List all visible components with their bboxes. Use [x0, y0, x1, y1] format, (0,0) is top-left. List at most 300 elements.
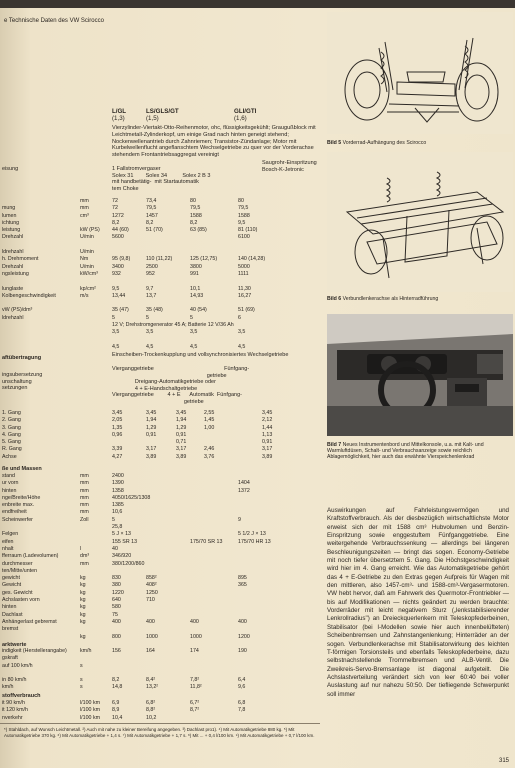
row-value: 5 J × 13: [112, 531, 131, 538]
row-label: vW (PS)/dm³: [2, 307, 33, 314]
row-unit: dm³: [80, 553, 90, 560]
row-value: 0,91: [262, 439, 273, 446]
row-value: 3,17: [262, 446, 273, 453]
col-code-gligti: (1,6): [234, 115, 247, 122]
row-label: stand: [2, 473, 15, 479]
row-label: nge/Breite/Höhe: [2, 494, 41, 501]
row-value: 155 SR 13: [112, 538, 138, 545]
carb-line: 1 Fallstromvergaser: [112, 166, 161, 172]
table-row: [0, 322, 320, 329]
row-value: 6,9: [112, 700, 120, 706]
carb-label: eisung: [2, 166, 19, 172]
row-label: bremst: [2, 626, 19, 633]
row-value: 9: [238, 516, 241, 523]
row-value: 2,55: [204, 410, 215, 416]
gearbox-line: Dreigang-Automatikgetriebe oder: [112, 379, 216, 386]
row-label: Scheinwerfer: [2, 516, 33, 523]
table-row: [0, 286, 320, 293]
row-value: 3,39: [112, 446, 123, 453]
clutch-text: Einscheiben-Trockenkupplung und vollsynchronisiertes Wechselgetriebe: [112, 352, 289, 358]
row-label: Dachlast: [2, 611, 23, 618]
row-value: 9,7: [146, 285, 154, 292]
row-label: Anhängerlast gebremst: [2, 618, 57, 625]
table-row: [0, 670, 320, 677]
row-value: 1,35: [112, 424, 123, 431]
table-row: [0, 198, 320, 205]
row-value: 346/920: [112, 553, 132, 560]
row-value: 75: [112, 611, 118, 618]
row-value: 6,7²: [190, 700, 200, 706]
row-value: 3,17: [146, 446, 157, 453]
row-label: 2. Gang: [2, 417, 21, 424]
row-value: 72: [112, 205, 118, 212]
row-value: 1457: [146, 212, 158, 219]
row-unit: km/h: [80, 648, 92, 654]
row-label: 3. Gang: [2, 424, 21, 431]
footnote: *) Stahldach, auf Wunsch Leichtmetall. ²) Auch mit nahe zu kleiner Bereifung angegeben. ³) Dachlast pro1). ⁴) Mit Automatikgetriebe 880 kg. ⁵) Mit Automatikgetriebe 370 kg. ⁶) Mit Automatikgetriebe + 1,4 s. ⁷) Mit Automatikgetriebe + 1,7 s. ⁸) Mit ... + 0,4 l/100 km. ⁹) Mit Automatikgetriebe + 0,7 l/100 km.: [4, 727, 315, 738]
clutch-label: aftübertragung: [2, 355, 42, 361]
table-row: [0, 582, 320, 589]
row-value: 858²: [146, 575, 157, 582]
row-unit: mm: [80, 502, 89, 509]
row-value: 10,2: [146, 714, 157, 721]
cons-label: stoffverbrauch: [2, 693, 41, 699]
row-value: 140 (14,28): [238, 256, 266, 263]
table-row: [0, 677, 320, 684]
row-value: 9,6: [238, 684, 246, 691]
table-row: [0, 575, 320, 582]
row-value: 8,4²: [146, 677, 156, 684]
table-row: [0, 626, 320, 633]
table-row: [0, 553, 320, 560]
row-label: Drehzahl: [2, 234, 24, 241]
caption-fig5: [327, 140, 509, 146]
row-unit: kW (PS): [80, 227, 100, 234]
table-row: [0, 300, 320, 307]
row-value: 3400: [112, 263, 124, 270]
table-row: [0, 597, 320, 604]
table-row: [0, 488, 320, 495]
row-unit: kg: [80, 597, 86, 604]
col-header-lsglsgt: LS/GLS/GT: [146, 108, 179, 115]
row-value: 0,96: [112, 431, 123, 438]
row-value: 1,94: [176, 417, 187, 424]
row-value: 5: [112, 314, 115, 321]
table-row: [0, 604, 320, 611]
row-unit: m/s: [80, 292, 89, 299]
row-unit: s: [80, 684, 83, 691]
row-value: 1000: [146, 633, 158, 640]
row-value: 0,91: [146, 431, 157, 438]
table-row: [0, 220, 320, 227]
table-row: [0, 417, 320, 424]
row-value: 3,45: [262, 410, 273, 416]
article-body-text: Auswirkungen auf Fahrleistungsvermögen und Kraftstoffverbrauch. Als der diesbezüglich wirtschaftlichste Motor erweist sich der mit 1588 cm³ Hubvolumen und Benzin-Einspritzung sowie enggestuftem Fünfganggetriebe. Eine weitergehende Verbrauchssenkung — allerdings bei längeren Beschleunigungszeiten — bringt das sogen. Economy-Getriebe mit noch tiefer übersetztem 5. Gang. Die Höchstgeschwindigkeit wird hier im 4. Gang erreicht. Wie das Automatikgetriebe gehört das 4 + E-Getriebe zu den Extras gegen Aufpreis für Wagen mit den mittleren, also 1457-cm³- und 1588-cm³-Vergasermotoren. VW hebt hervor, daß am Fahrwerk des Quermotor-Frontriebler — bis auf Modifikationen — nichts geändert zu werden brauchte: Vorderräder mit leicht negativem Sturz („lenkstabilisierender Lenkrollradius") an Dreieckquerlenkern mit Teleskopfederbeinen, Stabilisator (bei I-Modellen sowie hier auch innenbelüfteten) Scheibenbremsen und Zahnstangenlenkung; Hinterräder an der sogen. Verbundlenkerachse mit Stabilisatorwirkung des leichten T-förmigen Torsionsteils und ebenfalls Teleskopfederbeine, dazu selbstnachstellende Trommelbremsen und ALB-Ventil. Die Zweikreis-Servo-Bremsanlage ist diagonal aufgeteilt. Die Achslastverteilung verändert sich von leer 60:40 bei voller Auslastung auf nur nahezu 50:50. Der tiefliegende Schwerpunkt soll immer: [327, 507, 509, 698]
table-row: [0, 568, 320, 575]
row-value: 12 V; Drehstromgenerator 45 A; Batterie 12 V/36 Ah: [112, 322, 234, 329]
row-value: 1111: [238, 270, 249, 277]
row-label: nverkehr: [2, 714, 23, 721]
row-value: 6,4: [238, 677, 246, 684]
row-label: lunglaste: [2, 285, 24, 292]
footnote-rule: [0, 723, 320, 724]
row-label: hinten: [2, 487, 17, 494]
row-value: 380: [112, 582, 121, 589]
table-row: [0, 329, 320, 336]
row-value: 1,45: [204, 417, 215, 424]
row-value: 1200: [238, 633, 250, 640]
row-label: Achslasten vorn: [2, 597, 40, 604]
carb-gli: Saugrohr-Einspritzung Bosch-K-Jetronic: [262, 160, 317, 173]
table-row: [0, 439, 320, 446]
row-value: 6: [238, 314, 241, 321]
row-value: 5: [146, 314, 149, 321]
row-value: 3,89: [262, 453, 273, 460]
row-value: 8,7²: [190, 707, 200, 714]
table-row: [0, 337, 320, 344]
table-row: [0, 446, 320, 453]
gearbox-header: [112, 366, 322, 406]
caption-fig6: [327, 296, 509, 302]
caption-fig5-label: Bild 5: [327, 140, 342, 146]
row-value: 400: [146, 618, 155, 625]
row-value: 1,44: [262, 424, 273, 431]
table-row: [0, 454, 320, 461]
table-row: [0, 546, 320, 553]
row-value: 3,5: [238, 329, 246, 336]
row-value: 2400: [112, 473, 124, 479]
gear-label: setzungen: [2, 385, 28, 392]
row-label: it 90 km/h: [2, 700, 25, 706]
table-row: [0, 315, 320, 322]
table-row: [0, 590, 320, 597]
row-label: ur vorn: [2, 480, 19, 487]
row-value: 3,45: [176, 410, 187, 416]
engine-table: [0, 198, 320, 351]
suspension-illustration: [327, 12, 513, 134]
row-unit: mm: [80, 473, 89, 479]
row-value: 3,5: [146, 329, 154, 336]
col-header-gligti: GLI/GTI: [234, 108, 257, 115]
table-row: [0, 480, 320, 487]
col-header-lgl: L/GL: [112, 108, 127, 115]
row-label: endfreiheit: [2, 509, 27, 516]
row-label: it 120 km/h: [2, 707, 28, 714]
row-value: 25,8: [112, 524, 123, 531]
row-label: h. Drehmoment: [2, 256, 39, 263]
row-value: 4,5: [112, 343, 120, 350]
table-row: [0, 655, 320, 662]
front-suspension-drawing: [327, 12, 513, 134]
row-unit: kp/cm²: [80, 285, 96, 292]
row-value: 8,8²: [146, 707, 156, 714]
row-value: 1,00: [204, 424, 215, 431]
row-label: ten/Mitte/unten: [2, 567, 38, 574]
row-value: 895: [238, 575, 247, 582]
row-value: 3,76: [204, 453, 215, 460]
row-label: auf 100 km/h: [2, 662, 33, 669]
table-row: [0, 264, 320, 271]
table-row: [0, 205, 320, 212]
dims-table: [0, 473, 320, 641]
row-label: ngsleistung: [2, 270, 29, 277]
rear-axle-illustration: [327, 152, 513, 292]
row-value: 40: [112, 545, 118, 552]
table-row: [0, 715, 320, 722]
row-value: 1588: [190, 212, 202, 219]
row-label: Kolbengeschwindigkeit: [2, 292, 56, 299]
caption-fig7: [327, 442, 509, 461]
table-row: [0, 707, 320, 714]
row-label: nhalt: [2, 545, 14, 552]
row-label: in 80 km/h: [2, 677, 27, 684]
row-value: 51 (69): [238, 307, 255, 314]
row-value: 11,30: [238, 285, 251, 292]
row-value: 5600: [112, 234, 124, 241]
row-value: 1385: [112, 502, 124, 509]
perf-label: arktwerte: [2, 642, 27, 648]
row-label: ldrehzahl: [2, 314, 24, 321]
row-value: 5 1/2 J × 13: [238, 531, 266, 538]
row-value: 72: [112, 198, 118, 204]
table-row: [0, 634, 320, 641]
row-label: Achse: [2, 453, 17, 460]
row-value: 13,2²: [146, 684, 159, 691]
row-value: 400: [112, 618, 121, 625]
row-value: 35 (47): [112, 307, 129, 314]
row-unit: mm: [80, 205, 89, 212]
row-unit: Zoll: [80, 516, 89, 523]
row-value: 95 (9,8): [112, 256, 131, 263]
dashboard-photo-drawing: [327, 314, 513, 436]
row-value: 79,5: [238, 205, 249, 212]
row-value: 380/1200/860: [112, 560, 145, 567]
table-row: [0, 648, 320, 655]
table-row: [0, 663, 320, 670]
row-unit: U/min: [80, 249, 94, 256]
row-value: 51 (70): [146, 227, 163, 234]
row-unit: mm: [80, 480, 89, 487]
engine-description: Vierzylinder-Viertakt-Otto-Reihenmotor, ohc, flüssigkeitsgekühlt; Graugußblock mit Leichtmetall-Zylinderkopf, um einige Grad nach hinten geneigt stehend; Nockenwellenantrieb durch Zahnriemen; Transistor-Zündanlage; Motor mit Kurbelwellenflucht angeflanschtem Wechselgetriebe zu quer vor der Vorderachse stehendem Frontantriebsaggregat vereinigt: [112, 125, 316, 159]
row-value: 125 (12,75): [190, 256, 218, 263]
carb-info: [112, 166, 262, 192]
row-value: 16,27: [238, 292, 252, 299]
row-value: 710: [146, 597, 155, 604]
table-row: [0, 256, 320, 263]
caption-fig5-text: Vorderrad-Aufhängung des Scirocco: [342, 140, 427, 146]
table-row: [0, 432, 320, 439]
row-unit: l/100 km: [80, 700, 101, 706]
row-value: 3,89: [176, 453, 187, 460]
row-value: 1000: [190, 633, 202, 640]
table-row: [0, 227, 320, 234]
row-unit: s: [80, 662, 83, 669]
row-label: 4. Gang: [2, 431, 21, 438]
gearbox-line: Vierganggetriebe 4 + E Automatik Fünfgang-: [112, 392, 242, 399]
row-value: 7,8²: [190, 677, 200, 684]
row-value: 365: [238, 582, 247, 589]
gear-labels: [2, 372, 42, 392]
row-value: 13,7: [146, 292, 157, 299]
table-row: [0, 249, 320, 256]
table-row: [0, 495, 320, 502]
row-unit: mm: [80, 560, 89, 567]
row-value: 4,5: [146, 343, 154, 350]
row-value: 13,44: [112, 292, 126, 299]
gear-label: unschaltung: [2, 378, 32, 385]
row-value: 6,8²: [146, 700, 156, 706]
dashboard-photo: [327, 314, 513, 436]
row-value: 1220: [112, 589, 124, 596]
row-unit: mm: [80, 198, 89, 204]
row-value: 175/70 SR 13: [190, 538, 223, 545]
row-value: 79,5: [190, 205, 201, 212]
row-value: 3,5: [112, 329, 120, 336]
row-value: 1390: [112, 480, 124, 487]
row-value: 1,94: [146, 417, 157, 424]
row-value: 991: [190, 270, 199, 277]
row-value: 4,5: [238, 343, 246, 350]
table-row: [0, 344, 320, 351]
row-unit: U/min: [80, 263, 94, 270]
row-label: ges. Gewicht: [2, 589, 33, 596]
row-value: 580: [112, 604, 121, 611]
row-value: 4,5: [190, 343, 198, 350]
row-label: R. Gang: [2, 446, 22, 453]
cons-table: [0, 700, 320, 722]
row-value: 1404: [238, 480, 250, 487]
row-unit: kg: [80, 618, 86, 625]
row-value: 2500: [146, 263, 158, 270]
table-row: [0, 612, 320, 619]
row-value: 952: [146, 270, 155, 277]
row-unit: l/100 km: [80, 714, 101, 721]
row-value: 14,8: [112, 684, 123, 691]
row-value: 8,2: [190, 219, 198, 226]
gearbox-line: getriebe: [112, 372, 227, 379]
table-row: [0, 271, 320, 278]
row-value: 3,89: [146, 453, 157, 460]
row-value: 80: [190, 198, 196, 204]
caption-fig7-text: Neues Instrumentenbord und Mittelkonsole, u.a. mit Kalt- und Warmluftdüsen, Schalt- und Verbrauchsanzeige sowie reichlich Ablagemöglichkeit, hier auch das erwähnte Vierspeichenlenkrad: [327, 442, 484, 461]
page-number: 315: [498, 758, 509, 764]
row-value: 175/70 HR 13: [238, 538, 271, 545]
row-value: 40 (54): [190, 307, 207, 314]
row-label: gewicht: [2, 575, 20, 582]
row-label: 1. Gang: [2, 410, 21, 416]
table-row: [0, 509, 320, 516]
table-row: [0, 213, 320, 220]
row-unit: kg: [80, 575, 86, 582]
table-row: [0, 425, 320, 432]
caption-fig6-text: Verbundlenkerachse als Hinterradführung: [342, 296, 439, 302]
table-row: [0, 307, 320, 314]
table-row: [0, 242, 320, 249]
perf-table: [0, 648, 320, 692]
carb-line: mit handbetätig- mit Startautomatik: [112, 179, 199, 186]
row-unit: kg: [80, 604, 86, 611]
row-value: 2,05: [112, 417, 123, 424]
row-unit: kg: [80, 633, 86, 640]
rear-axle-drawing: [327, 152, 513, 292]
row-unit: l/100 km: [80, 707, 101, 714]
row-label: ldrehzahl: [2, 249, 24, 256]
row-value: 1372: [238, 487, 250, 494]
row-value: 14,93: [190, 292, 204, 299]
table-row: [0, 473, 320, 480]
gear-table: [0, 410, 320, 461]
row-value: 3800: [190, 263, 202, 270]
row-label: km/h: [2, 684, 14, 691]
row-value: 5000: [238, 263, 250, 270]
row-unit: s: [80, 677, 83, 684]
row-value: 79,5: [146, 205, 157, 212]
row-value: 1272: [112, 212, 124, 219]
row-value: 1,29: [146, 424, 157, 431]
row-value: 164: [146, 648, 155, 654]
row-value: 4050/1625/1308: [112, 494, 151, 501]
row-value: 110 (11,22): [146, 256, 173, 263]
table-row: [0, 234, 320, 241]
row-unit: kg: [80, 611, 86, 618]
row-value: 35 (48): [146, 307, 163, 314]
row-value: 8,2: [112, 677, 120, 684]
dims-label: ße und Massen: [2, 466, 42, 472]
row-value: 44 (60): [112, 227, 129, 234]
caption-fig7-label: Bild 7: [327, 442, 342, 448]
row-value: 156: [112, 648, 121, 654]
row-value: 5: [112, 516, 115, 523]
row-value: 400: [238, 618, 247, 625]
carb-line: tem Choke: [112, 185, 139, 192]
row-value: 9,5: [112, 285, 120, 292]
gearbox-line: 4 + E-Handschaltgetriebe: [112, 385, 198, 392]
row-unit: kg: [80, 589, 86, 596]
gearbox-line: Vierganggetriebe Fünfgang-: [112, 366, 250, 372]
gear-label: ingsubersetzung: [2, 372, 43, 378]
table-row: [0, 684, 320, 691]
col-code-lgl: (1,3): [112, 115, 125, 122]
row-label: hinten: [2, 604, 17, 611]
row-label: eifen: [2, 538, 14, 545]
table-row: [0, 561, 320, 568]
row-value: 1358: [112, 487, 124, 494]
row-label: indigkeit (Herstellerangabe): [2, 648, 67, 654]
row-value: 81 (110): [238, 227, 258, 234]
table-row: [0, 539, 320, 546]
row-value: 1,13: [262, 431, 273, 438]
row-label: ichtung: [2, 219, 20, 226]
row-value: 3,45: [112, 410, 123, 416]
table-row: [0, 410, 320, 417]
row-value: 73,4: [146, 198, 157, 204]
gearbox-line: getriebe: [112, 398, 204, 405]
row-value: 3,45: [146, 410, 157, 416]
row-value: 0,71: [176, 439, 187, 446]
row-value: 6100: [238, 234, 250, 241]
row-unit: Nm: [80, 256, 89, 263]
row-value: 6,8: [238, 700, 246, 706]
row-unit: mm: [80, 509, 89, 516]
top-bar: [0, 0, 515, 8]
row-unit: mm: [80, 487, 89, 494]
row-value: 174: [190, 648, 199, 654]
table-row: [0, 293, 320, 300]
row-label: mung: [2, 205, 16, 212]
row-value: 8,2: [112, 219, 120, 226]
row-label: Drehzahl: [2, 263, 24, 270]
row-label: gskraft: [2, 655, 18, 662]
